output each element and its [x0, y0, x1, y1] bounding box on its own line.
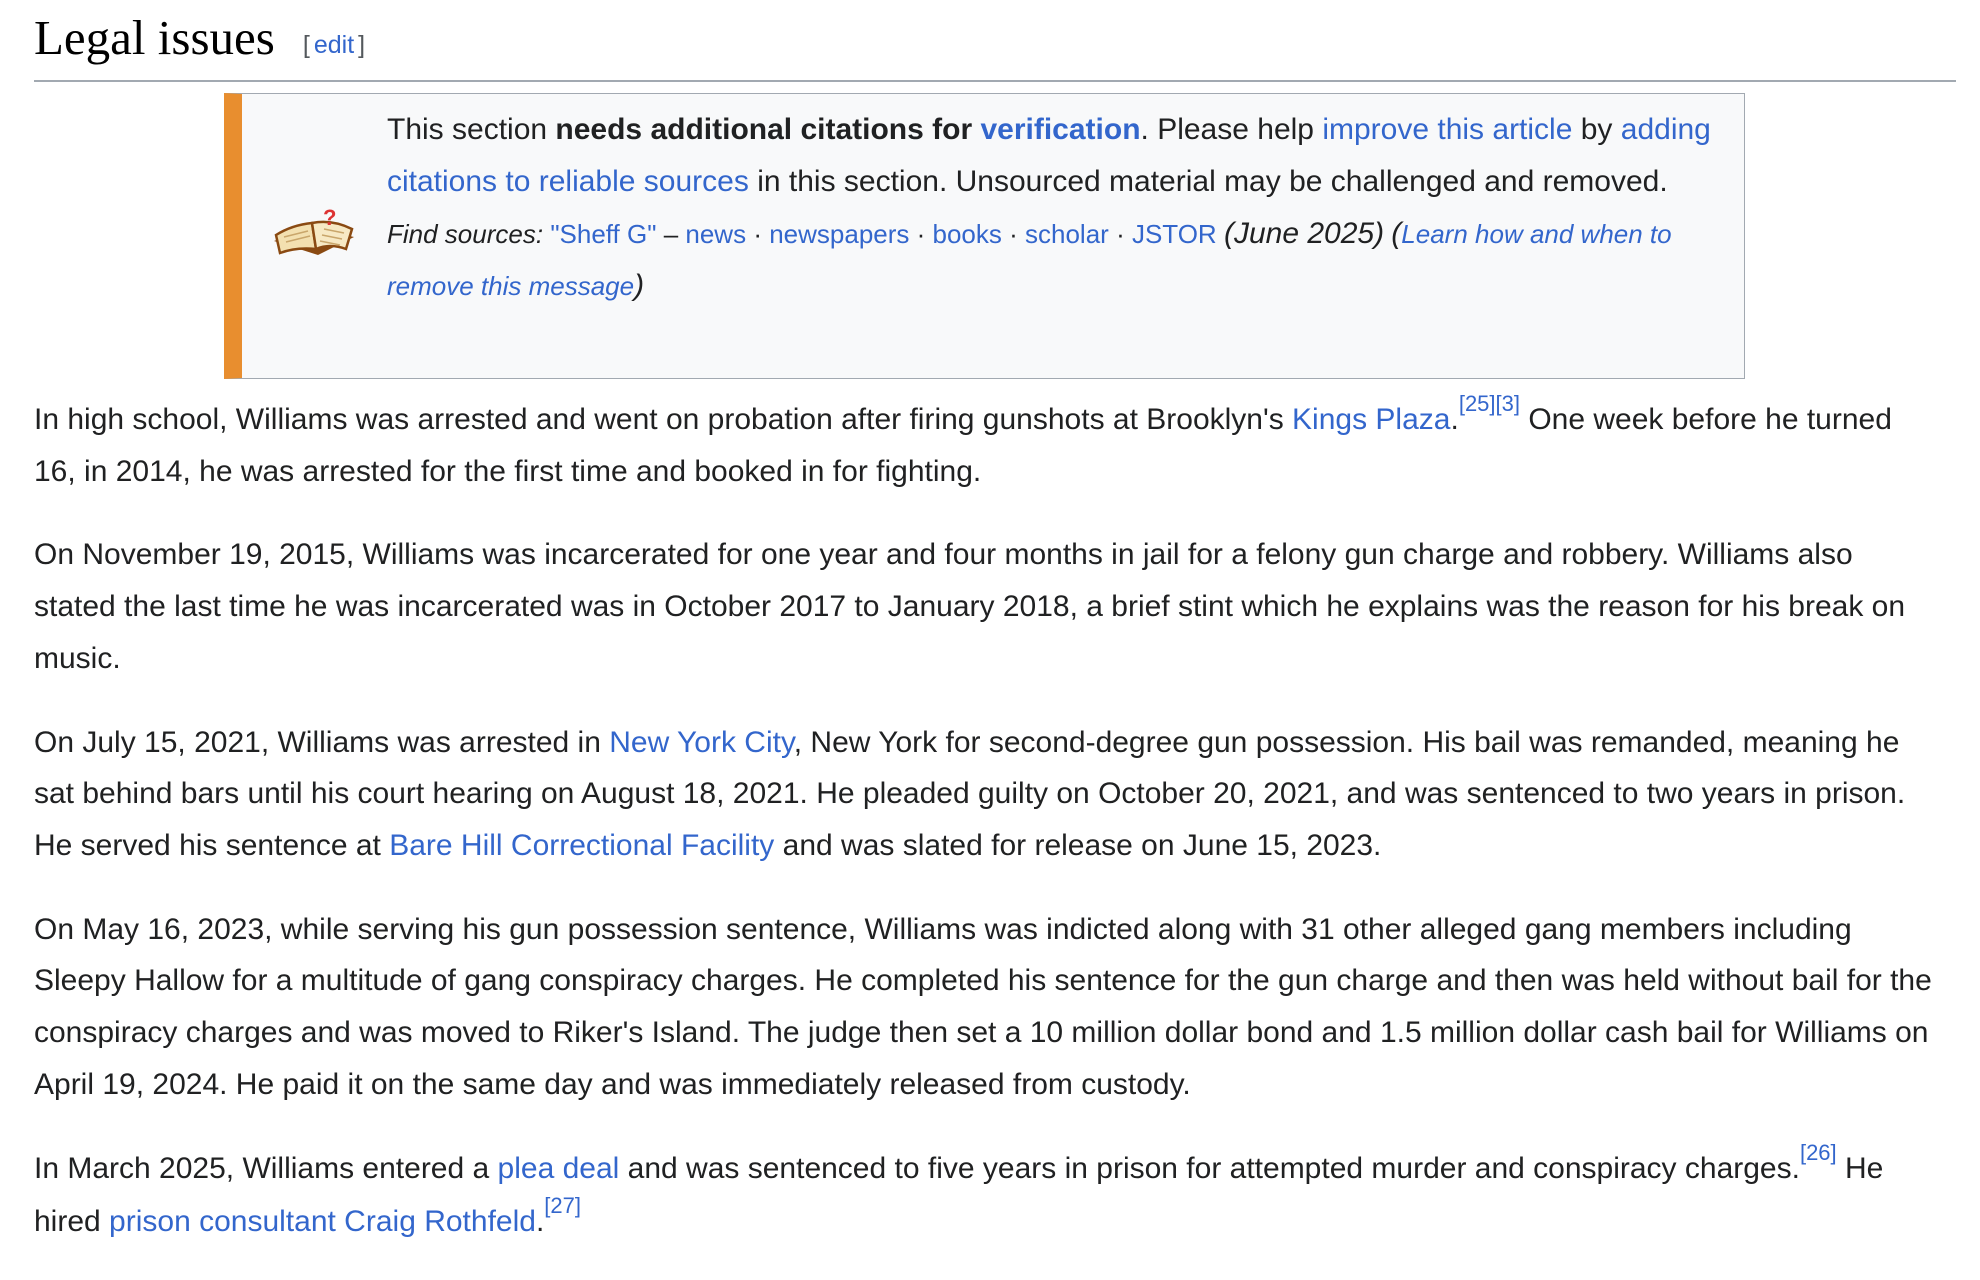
svg-text:?: ? [323, 205, 337, 230]
notice-date: (June 2025) [1223, 217, 1385, 250]
prison-consultant-link[interactable]: prison consultant Craig Rothfeld [109, 1205, 536, 1239]
kings-plaza-link[interactable]: Kings Plaza [1292, 403, 1451, 436]
plea-deal-link[interactable]: plea deal [497, 1152, 620, 1186]
p3-text-b: , New York for second-degree gun possession. His bail was remanded, meaning he sat behind bars until his court hearing on August 18, 2021. He pleaded guilty on October 20, 2021, and was sentenced to two years in prison. He served his sentence at [34, 725, 1906, 862]
source-news-link[interactable]: news [685, 219, 747, 249]
paragraph-2: On November 19, 2015, Williams was incarcerated for one year and four months in jail for a felony gun charge and robbery. Williams also stated the last time he was incarcerated was in October 2017 to January 2018, a brief stint which he explains was the reason for his break on music. [34, 538, 1906, 675]
paragraph-3 [34, 717, 1934, 872]
notice-text [387, 104, 1724, 312]
p1-text-a: In high school, Williams was arrested and went on probation after firing gunshots at Brooklyn's [34, 403, 1293, 436]
source-scholar-link[interactable]: scholar [1025, 219, 1109, 249]
edit-section-link[interactable]: edit [313, 31, 355, 59]
edit-bracket-close: ] [358, 31, 366, 59]
learn-paren-close: ) [634, 269, 645, 302]
p1-text-b: . [1450, 403, 1459, 436]
source-query-link[interactable]: "Sheff G" [550, 219, 657, 249]
ref-26-link[interactable]: [26] [1799, 1140, 1837, 1166]
section-heading [34, 0, 1956, 82]
improve-article-link[interactable]: improve this article [1322, 113, 1573, 146]
p3-text-c: and was slated for release on June 15, 2023. [774, 828, 1382, 862]
sources-sep: · [746, 219, 770, 249]
p1-text-c: One week before he turned 16, in 2014, he was arrested for the first time and booked in for fighting. [34, 403, 1892, 488]
sources-sep: · [1108, 219, 1132, 249]
sources-sep: · [909, 219, 933, 249]
bare-hill-link[interactable]: Bare Hill Correctional Facility [389, 828, 775, 862]
notice-text-3: . Please help [1140, 113, 1323, 146]
sources-dash: – [656, 219, 686, 249]
paragraph-1 [34, 393, 1934, 497]
learn-remove-link[interactable]: Learn how and when to remove this message [387, 219, 1672, 301]
question-book-icon [266, 197, 362, 269]
verification-link[interactable]: verification [980, 113, 1141, 146]
notice-text-bold: needs additional citations for [555, 113, 981, 146]
notice-text-1: This section [387, 113, 556, 146]
ref-27-link[interactable]: [27] [544, 1193, 581, 1219]
find-sources [387, 208, 1724, 312]
paragraph-5 [34, 1142, 1934, 1247]
edit-section [303, 31, 365, 60]
learn-paren-open: ( [1391, 217, 1402, 250]
p3-text-a: On July 15, 2021, Williams was arrested in [34, 725, 610, 759]
section-title: Legal issues [34, 10, 275, 65]
p5-text-b: and was sentenced to five years in prison for attempted murder and conspiracy charges. [619, 1152, 1800, 1186]
section-body [34, 393, 1934, 1280]
article-section [34, 0, 1956, 1239]
ref-3-link[interactable]: [3] [1495, 391, 1520, 416]
p5-text-a: In March 2025, Williams entered a [34, 1152, 498, 1186]
paragraph-4: On May 16, 2023, while serving his gun possession sentence, Williams was indicted along with 31 other alleged gang members including Sleepy Hallow for a multitude of gang conspiracy charges. He completed his sentence for the gun charge and then was held without bail for the conspiracy charges and was moved to Riker's Island. The judge then set a 10 million dollar bond and 1.5 million dollar cash bail for Williams on April 19, 2024. He paid it on the same day and was immediately released from custody. [34, 912, 1932, 1101]
new-york-city-link[interactable]: New York City [609, 725, 794, 759]
source-books-link[interactable]: books [932, 219, 1002, 249]
citation-needed-notice [224, 93, 1745, 379]
ref-25-link[interactable]: [25] [1458, 391, 1496, 416]
source-newspapers-link[interactable]: newspapers [769, 219, 910, 249]
source-jstor-link[interactable]: JSTOR [1131, 219, 1217, 249]
notice-text-4: by [1572, 113, 1621, 146]
p5-text-c: He hired [34, 1152, 1884, 1239]
notice-text-5: in this section. Unsourced material may be challenged and removed. [748, 165, 1668, 198]
sources-sep: · [1001, 219, 1026, 249]
p5-text-d: . [535, 1205, 545, 1239]
edit-bracket-open: [ [302, 31, 310, 59]
adding-citations-link[interactable]: adding citations to reliable sources [387, 113, 1711, 198]
find-sources-label: Find sources: [387, 219, 544, 249]
